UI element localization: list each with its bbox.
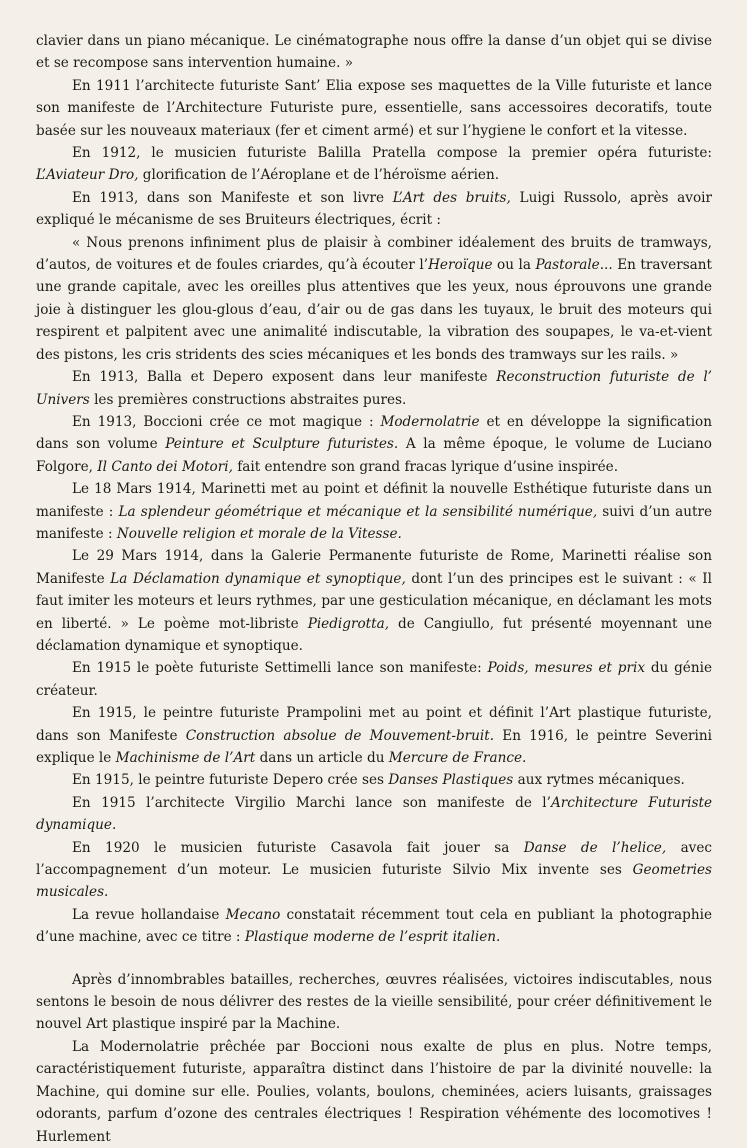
text-run: En 1912, le musicien futuriste Balilla Pratella compose la premier opéra futuriste: (72, 145, 712, 162)
text-run: dont l’un des principes est le suivant : « Il faut imiter les moteurs et leurs rythmes, par une gesticulation mécanique, en déclamant les mots en liberté. » Le poème mot-libriste (36, 570, 712, 632)
text-run: suivi d’un autre manifeste : (36, 503, 713, 542)
body-paragraph (36, 657, 712, 702)
body-paragraph (36, 142, 712, 187)
italic-title: La splendeur géométrique et mécanique et la sensibilité numérique, (118, 503, 598, 520)
text-run: de Cangiullo, fut présenté moyennant une déclamation dynamique et synoptique. (36, 615, 712, 654)
body-paragraph (36, 837, 712, 904)
body-paragraph (36, 769, 712, 791)
body-paragraph (36, 969, 712, 1036)
italic-title: Geometries musicales. (36, 862, 712, 901)
text-run: La revue hollandaise (72, 906, 226, 923)
text-run: En 1911 l’architecte futuriste Sant’ Elia expose ses maquettes de la Ville futuriste et lance son manifeste de l’Architecture Futuriste pure, essentielle, sans accessoires decoratifs, toute basée sur les nouveaux materiaux (fer et ciment armé) et sur l’hygiene le confort et la vitesse. (36, 77, 712, 139)
text-run: dans un article du (255, 750, 389, 766)
italic-title: Architecture Futuriste dynamique. (36, 794, 713, 834)
text-run: En 1920 le musicien futuriste Casavola fait jouer sa (72, 839, 524, 856)
body-paragraph (36, 232, 712, 366)
text-run: du génie créateur. (36, 660, 712, 699)
text-run: et en développe la signification dans son volume (36, 413, 712, 453)
text-run: glorification de l’Aéroplane et de l’héroïsme aérien. (138, 167, 500, 184)
body-paragraph (36, 1036, 712, 1148)
italic-title: L’Art des bruits, (392, 189, 511, 206)
text-run: Après d’innombrables batailles, recherches, œuvres réalisées, victoires indiscutables, nous sentons le besoin de nous délivrer des restes de la vieille sensibilité, pour créer définitivement le nouvel Art plastique inspiré par la Machine. (36, 971, 712, 1033)
italic-title: Mercure de France. (388, 750, 527, 766)
body-paragraph (36, 30, 712, 75)
text-run: En 1915 le poète futuriste Settimelli lance son manifeste: (72, 660, 488, 677)
text-run: En traversant une grande capitale, avec les oreilles plus attentives que les yeux, nous éprouvons une grande joie à distinguer les glou-glous d’eau, d’air ou de gas dans les tuyaux, le bruit des moteurs qui respirent et palpitent avec une animalité indiscutable, la vibration des soupapes, le va-et-vient des pistons, les cris stridents des scies mécaniques et les bonds des tramways sur les rails. » (36, 257, 712, 363)
italic-title: Construction absolue de Mouvement-bruit. (185, 727, 495, 744)
italic-title: Machinisme de l’Art (115, 750, 256, 766)
italic-title: Poids, mesures et prix (487, 660, 645, 677)
italic-title: Peinture et Sculpture futuristes. (165, 436, 399, 453)
text-run: constatait récemment tout cela en publiant la photographie d’une machine, avec ce titre : (36, 906, 712, 946)
text-run: clavier dans un piano mécanique. Le cinématographe nous offre la danse d’un objet qui se divise et se recompose sans intervention humaine. » (36, 33, 712, 72)
italic-title: Il Canto dei Motori, (97, 458, 233, 475)
italic-title: Plastique moderne de l’esprit italien. (244, 929, 501, 946)
text-run: ou la (492, 257, 536, 274)
text-run: les premières constructions abstraites pures. (89, 391, 407, 408)
text-run: avec l’accompagnement d’un moteur. Le musicien futuriste Silvio Mix invente ses (36, 839, 713, 879)
text-run: En 1915, le peintre futuriste Depero crée ses (72, 772, 389, 789)
italic-title: Danse de l’helice, (523, 839, 667, 856)
italic-title: Danses Plastiques (388, 772, 514, 789)
text-run: fait entendre son grand fracas lyrique d’usine inspirée. (232, 458, 619, 475)
text-run: En 1913, dans son Manifeste et son livre (72, 189, 393, 206)
italic-title: Nouvelle religion et morale de la Vitesse. (116, 525, 402, 542)
text-run: En 1916, le peintre Severini explique le (36, 727, 712, 766)
text-run: En 1913, Balla et Depero exposent dans leur manifeste (72, 369, 497, 386)
text-run: Le 18 Mars 1914, Marinetti met au point et définit la nouvelle Esthétique futuriste dans un manifeste : (36, 481, 712, 520)
body-paragraph (36, 75, 712, 142)
italic-title: Heroïque (428, 257, 493, 274)
text-run: Luigi Russolo, après avoir expliqué le mécanisme de ses Bruiteurs électriques, écrit : (36, 189, 712, 229)
text-run: En 1913, Boccioni crée ce mot magique : (72, 413, 381, 430)
italic-title: Reconstruction futuriste de l’ Univers (36, 369, 712, 408)
body-paragraph (36, 904, 712, 949)
text-run: En 1915 l’architecte Virgilio Marchi lance son manifeste de l’ (72, 794, 551, 811)
text-run: A la même époque, le volume de Luciano Folgore, (36, 436, 712, 475)
text-run: aux rytmes mécaniques. (513, 772, 685, 789)
italic-title: Pastorale... (535, 257, 613, 274)
italic-title: L’Aviateur Dro, (36, 167, 139, 184)
body-paragraph (36, 478, 712, 545)
body-paragraph (36, 366, 712, 411)
body-paragraph (36, 545, 712, 657)
italic-title: La Déclamation dynamique et synoptique, (110, 570, 406, 587)
text-run: « Nous prenons infiniment plus de plaisir à combiner idéalement des bruits de tramways, d’autos, de voitures et de foules criardes, qu’à écouter l’ (36, 234, 712, 274)
document-page (36, 30, 712, 1148)
italic-title: Modernolatrie (380, 413, 480, 430)
text-run: La Modernolatrie prêchée par Boccioni nous exalte de plus en plus. Notre temps, caractéristiquement futuriste, apparaîtra distinct dans l’histoire de par la divinité nouvelle: la Machine, qui domine sur elle. Poulies, volants, boulons, cheminées, aciers luisants, graissages odorants, parfum d’ozone des centrales électriques ! Respiration véhémente des locomotives ! Hurlement (36, 1038, 712, 1145)
text-run: Le 29 Mars 1914, dans la Galerie Permanente futuriste de Rome, Marinetti réalise son Manifeste (36, 548, 712, 587)
body-paragraph (36, 411, 712, 478)
body-paragraph (36, 702, 712, 769)
body-paragraph (36, 792, 712, 837)
italic-title: Mecano (225, 906, 281, 923)
body-paragraph (36, 187, 712, 232)
text-run: En 1915, le peintre futuriste Prampolini met au point et définit l’Art plastique futuriste, dans son Manifeste (36, 705, 712, 744)
italic-title: Piedigrotta, (307, 615, 390, 632)
